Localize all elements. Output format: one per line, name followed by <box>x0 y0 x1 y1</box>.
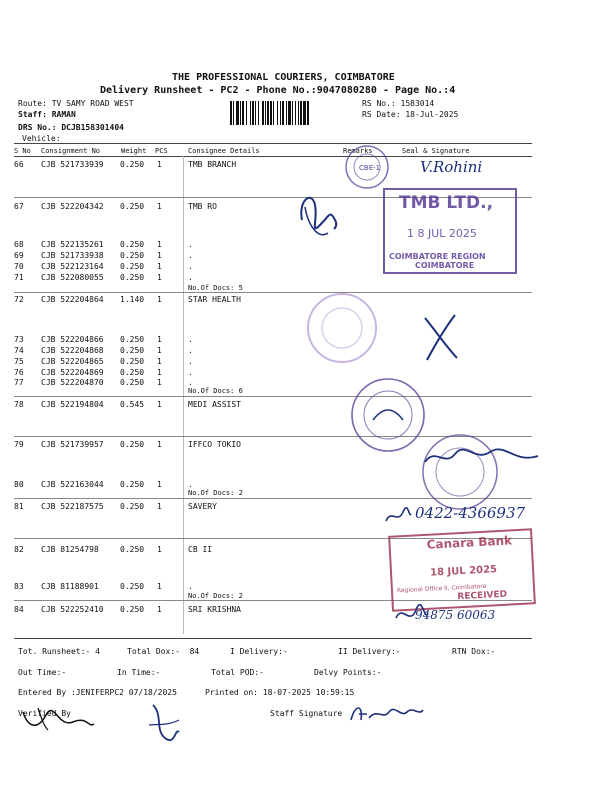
row-weight: 0.250 <box>120 378 145 387</box>
faded-round-stamp <box>298 290 388 370</box>
row-pieces: 1 <box>157 545 162 554</box>
row-consignee: SRI KRISHNA <box>188 605 241 614</box>
row-weight: 0.250 <box>120 368 145 377</box>
rs-number: RS No.: 1583014 <box>362 99 435 108</box>
out-time: Out Time:- <box>18 668 67 677</box>
row-consignment-number: CJB 521739957 <box>41 440 104 449</box>
row-consignee: SAVERY <box>188 502 217 511</box>
row-serial-number: 73 <box>14 335 24 344</box>
row-consignment-number: CJB 522187575 <box>41 502 104 511</box>
row-consignee: . <box>188 262 193 271</box>
row-serial-number: 69 <box>14 251 24 260</box>
row-serial-number: 71 <box>14 273 24 282</box>
row-pieces: 1 <box>157 582 162 591</box>
handwritten-name: V.Rohini <box>420 158 483 176</box>
tmb-stamp-city: COIMBATORE <box>415 261 475 270</box>
runsheet-subtitle: Delivery Runsheet - PC2 - Phone No.:9047080280 - Page No.:4 <box>100 85 456 96</box>
row-serial-number: 70 <box>14 262 24 271</box>
row-weight: 0.250 <box>120 240 145 249</box>
staff-label: Staff: RAMAN <box>18 110 76 119</box>
company-title: THE PROFESSIONAL COURIERS, COIMBATORE <box>172 72 395 83</box>
canara-stamp-date: 18 JUL 2025 <box>429 564 498 579</box>
row-serial-number: 80 <box>14 480 24 489</box>
row-serial-number: 77 <box>14 378 24 387</box>
row-consignment-number: CJB 522123164 <box>41 262 104 271</box>
row-consignee: . <box>188 240 193 249</box>
row-consignee: . <box>188 251 193 260</box>
row-serial-number: 72 <box>14 295 24 304</box>
row-consignee: . <box>188 335 193 344</box>
row-pieces: 1 <box>157 502 162 511</box>
staff-signature-label: Staff Signature <box>270 709 343 718</box>
col-remarks: Remarks <box>343 147 373 155</box>
group-divider <box>14 396 532 397</box>
row-consignment-number: CJB 522080055 <box>41 273 104 282</box>
group-divider <box>14 292 532 293</box>
row-weight: 0.250 <box>120 480 145 489</box>
row-consignee: MEDI ASSIST <box>188 400 241 409</box>
docs-note: No.Of Docs: 2 <box>188 489 243 497</box>
delvy-points: Delvy Points:- <box>314 668 382 677</box>
row-consignment-number: CJB 522135261 <box>41 240 104 249</box>
row-weight: 0.250 <box>120 582 145 591</box>
row-pieces: 1 <box>157 273 162 282</box>
rs-date: RS Date: 18-Jul-2025 <box>362 110 459 119</box>
row-pieces: 1 <box>157 335 162 344</box>
row-serial-number: 68 <box>14 240 24 249</box>
initial-scribble <box>383 506 413 526</box>
barcode <box>230 101 355 125</box>
canara-stamp-received: RECEIVED <box>457 589 508 603</box>
verified-by-label: Verified By <box>18 709 71 718</box>
total-dox: Total Dox:- 84 <box>127 647 200 656</box>
row-consignee: . <box>188 346 193 355</box>
docs-note: No.Of Docs: 6 <box>188 387 243 395</box>
route-label: Route: TV SAMY ROAD WEST <box>18 99 134 108</box>
row-serial-number: 74 <box>14 346 24 355</box>
row-serial-number: 79 <box>14 440 24 449</box>
row-weight: 0.250 <box>120 273 145 282</box>
col-weight: Weight <box>121 147 147 155</box>
row-weight: 0.250 <box>120 160 145 169</box>
tmb-stamp-region: COIMBATORE REGION <box>389 252 486 261</box>
row-consignee: TMB BRANCH <box>188 160 237 169</box>
row-consignee: . <box>188 378 193 387</box>
tmb-stamp <box>383 188 517 274</box>
row-weight: 0.250 <box>120 605 145 614</box>
drs-number: DRS No.: DCJB158301404 <box>18 123 124 132</box>
tmb-stamp-date: 1 8 JUL 2025 <box>407 227 477 240</box>
row-consignment-number: CJB 522204869 <box>41 368 104 377</box>
row-pieces: 1 <box>157 378 162 387</box>
row-consignment-number: CJB 522204864 <box>41 295 104 304</box>
row-serial-number: 83 <box>14 582 24 591</box>
row-pieces: 1 <box>157 400 162 409</box>
row-weight: 0.250 <box>120 335 145 344</box>
svg-text:CBE-1: CBE-1 <box>359 164 381 172</box>
i-delivery: I Delivery:- <box>230 647 288 656</box>
row-serial-number: 66 <box>14 160 24 169</box>
total-runsheet: Tot. Runsheet:- 4 <box>18 647 100 656</box>
column-divider <box>183 156 184 634</box>
row-pieces: 1 <box>157 440 162 449</box>
row-weight: 0.250 <box>120 357 145 366</box>
row-pieces: 1 <box>157 605 162 614</box>
row-pieces: 1 <box>157 240 162 249</box>
row-weight: 0.250 <box>120 202 145 211</box>
row-weight: 0.250 <box>120 251 145 260</box>
row-pieces: 1 <box>157 357 162 366</box>
row-weight: 0.250 <box>120 346 145 355</box>
col-sno: S No <box>14 147 31 155</box>
canara-stamp-office: Regional Office II, Coimbatore <box>396 582 487 595</box>
row-consignment-number: CJB 81254798 <box>41 545 99 554</box>
signature-scribble <box>290 185 350 245</box>
row-serial-number: 82 <box>14 545 24 554</box>
col-seal: Seal & Signature <box>402 147 470 155</box>
row-consignment-number: CJB 521733938 <box>41 251 104 260</box>
entered-signature <box>145 700 185 745</box>
row-weight: 0.250 <box>120 440 145 449</box>
handwritten-signature <box>420 442 545 472</box>
row-consignment-number: CJB 522204870 <box>41 378 104 387</box>
row-consignment-number: CJB 522204342 <box>41 202 104 211</box>
total-pod: Total POD:- <box>211 668 264 677</box>
row-consignment-number: CJB 522204865 <box>41 357 104 366</box>
row-consignee: CB II <box>188 545 213 554</box>
row-pieces: 1 <box>157 202 162 211</box>
row-consignee: . <box>188 582 193 591</box>
row-consignee: . <box>188 273 193 282</box>
x-mark-signature <box>415 310 465 365</box>
vehicle-label: Vehicle: <box>22 134 61 143</box>
row-serial-number: 84 <box>14 605 24 614</box>
header-bottom-rule <box>14 156 532 157</box>
ii-delivery: II Delivery:- <box>338 647 401 656</box>
row-pieces: 1 <box>157 251 162 260</box>
row-consignee: IFFCO TOKIO <box>188 440 241 449</box>
row-consignment-number: CJB 522204868 <box>41 346 104 355</box>
col-consignment: Consignment No <box>41 147 101 155</box>
verified-by-signature <box>18 700 98 735</box>
printed-on: Printed on: 18-07-2025 10:59:15 <box>205 688 355 697</box>
docs-note: No.Of Docs: 5 <box>188 284 243 292</box>
handwritten-phone: 0422-4366937 <box>415 504 526 522</box>
row-consignment-number: CJB 81188901 <box>41 582 99 591</box>
row-consignment-number: CJB 522204866 <box>41 335 104 344</box>
row-pieces: 1 <box>157 368 162 377</box>
row-consignee: . <box>188 357 193 366</box>
row-consignee: STAR HEALTH <box>188 295 241 304</box>
row-weight: 0.250 <box>120 545 145 554</box>
row-weight: 1.140 <box>120 295 145 304</box>
row-consignment-number: CJB 522163044 <box>41 480 104 489</box>
canara-stamp-title: Canara Bank <box>426 533 513 552</box>
row-pieces: 1 <box>157 295 162 304</box>
row-pieces: 1 <box>157 480 162 489</box>
row-consignment-number: CJB 522194804 <box>41 400 104 409</box>
entered-by: Entered By :JENIFERPC2 07/18/2025 <box>18 688 177 697</box>
canara-signature <box>392 600 432 630</box>
row-serial-number: 75 <box>14 357 24 366</box>
row-weight: 0.250 <box>120 262 145 271</box>
row-consignment-number: CJB 521733939 <box>41 160 104 169</box>
row-consignee: TMB RO <box>188 202 217 211</box>
header-top-rule <box>14 143 532 144</box>
row-serial-number: 81 <box>14 502 24 511</box>
tmb-stamp-title: TMB LTD., <box>399 193 494 213</box>
staff-signature <box>347 700 427 728</box>
row-serial-number: 76 <box>14 368 24 377</box>
handwritten-canara-phone: 94875 60063 <box>415 608 496 622</box>
row-weight: 0.250 <box>120 502 145 511</box>
row-consignee: . <box>188 480 193 489</box>
in-time: In Time:- <box>117 668 161 677</box>
row-consignment-number: CJB 522252410 <box>41 605 104 614</box>
row-consignee: . <box>188 368 193 377</box>
rtn-dox: RTN Dox:- <box>452 647 496 656</box>
col-pcs: PCS <box>155 147 168 155</box>
docs-note: No.Of Docs: 2 <box>188 592 243 600</box>
row-pieces: 1 <box>157 160 162 169</box>
row-serial-number: 67 <box>14 202 24 211</box>
row-weight: 0.545 <box>120 400 145 409</box>
col-consignee: Consignee Details <box>188 147 260 155</box>
row-pieces: 1 <box>157 262 162 271</box>
row-serial-number: 78 <box>14 400 24 409</box>
row-pieces: 1 <box>157 346 162 355</box>
table-bottom-rule <box>14 638 532 639</box>
